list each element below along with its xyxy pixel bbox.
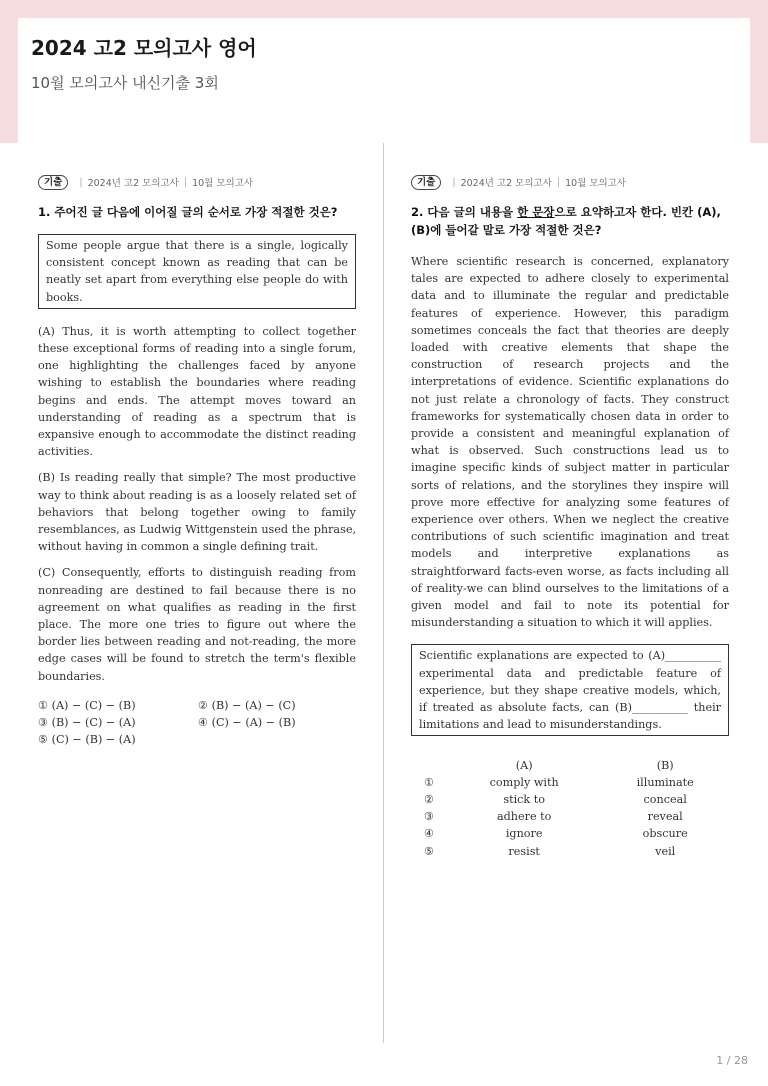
paragraph-c: (C) Consequently, efforts to distinguish reading from nonreading are destined to fail because there is no agreement on what qualifies as reading in the first place. The more one tries to figure out where the border lies between reading and not-reading, the more edge cases will be found to stretch the term's flexible boundaries.: [38, 566, 356, 683]
table-row[interactable]: [411, 791, 729, 808]
option-a: comply with: [489, 775, 559, 789]
option-a: ignore: [505, 827, 543, 841]
option-number: ④: [423, 827, 435, 841]
option-number: ⑤: [423, 844, 435, 858]
table-row[interactable]: [411, 774, 729, 791]
source-tag: 기출: [38, 175, 68, 190]
option-a: stick to: [503, 792, 545, 806]
choice-2[interactable]: ② (B) − (A) − (C): [198, 698, 296, 712]
passage-paragraphs: [38, 323, 356, 685]
paragraph-a: (A) Thus, it is worth attempting to collect together these exceptional forms of reading into a single forum, one highlighting the challenges faced by anyone wishing to establish the boundaries where reading begins and ends. The attempt moves toward an understanding of reading as a spectrum that is expansive enough to accommodate the distinct reading activities.: [38, 324, 356, 459]
title-part: 2. 다음 글의 내용을: [411, 205, 518, 219]
title-underlined: 한 문장: [517, 205, 555, 219]
document-title: 2024 고2 모의고사 영어: [31, 36, 257, 60]
table-row[interactable]: [411, 825, 729, 842]
page-number: 1 / 28: [716, 1054, 748, 1067]
option-number: ②: [423, 792, 435, 806]
table-row[interactable]: [411, 842, 729, 859]
option-b: veil: [655, 844, 676, 858]
choice-1[interactable]: ① (A) − (C) − (B): [38, 698, 136, 712]
divider: |: [183, 176, 188, 188]
option-number: ③: [423, 810, 435, 824]
question-1-title: 1. 주어진 글 다음에 이어질 글의 순서로 가장 적절한 것은?: [38, 205, 338, 219]
table-header: [411, 756, 729, 773]
source-year: 2024년 고2 모의고사: [460, 178, 552, 189]
option-b: reveal: [647, 810, 683, 824]
choice-3[interactable]: ③ (B) − (C) − (A): [38, 715, 136, 729]
header-b: (B): [656, 758, 674, 772]
option-a: resist: [508, 844, 540, 858]
option-b: obscure: [642, 827, 688, 841]
choice-4[interactable]: ④ (C) − (A) − (B): [198, 715, 296, 729]
table-row[interactable]: [411, 808, 729, 825]
source-year: 2024년 고2 모의고사: [87, 178, 179, 189]
column-divider: [383, 143, 384, 1043]
option-number: ①: [423, 775, 435, 789]
answer-choices: [38, 697, 356, 748]
answer-table: [411, 756, 729, 859]
option-a: adhere to: [496, 810, 552, 824]
divider: |: [79, 176, 83, 188]
summary-box: Scientific explanations are expected to (A)__________ experimental data and predictable feature of experience, but they shape creative models, which, if treated as absolute facts, can (B)__________ their limitations and lead to misunderstandings.: [411, 644, 729, 736]
title-part: 으로 요약하고자 한다. 빈칸 (A), (B)에 들어갈 말로 가장 적절한 것은?: [411, 205, 721, 237]
divider: |: [556, 176, 561, 188]
divider: |: [452, 176, 456, 188]
source-tag: 기출: [411, 175, 441, 190]
question-2-title: [411, 203, 729, 239]
question-1-source: [38, 174, 356, 190]
question-2-source: [411, 174, 729, 190]
source-month: 10월 모의고사: [192, 178, 254, 189]
given-passage: Some people argue that there is a single, logically consistent concept known as reading that can be neatly set apart from everything else people do with books.: [38, 234, 356, 309]
header-a: (A): [515, 758, 533, 772]
main-passage: Where scientific research is concerned, explanatory tales are expected to adhere closely to experimental data and to illuminate the regular and predictable features of experience. However, this paradigm sometimes conceals the fact that theories are deeply loaded with creative elements that shape the construction of research projects and the interpretations of evidence. Scientific explanations do not just relate a chronology of facts. They construct frameworks for systematically chosen data in order to provide a consistent and meaningful explanation of what is observed. Such constructions lead us to imagine specific kinds of subject matter in particular sorts of relations, and the storylines they inspire will prove more effective for analyzing some features of experience over others. When we neglect the creative contributions of such scientific imagination and treat models and interpretive explanations as straightforward facts-even worse, as facts including all of reality-we can blind ourselves to the limitations of a given model and fail to note its potential for misunderstanding a situation to which it will applies.: [411, 255, 729, 630]
question-1: [38, 174, 356, 748]
paragraph-b: (B) Is reading really that simple? The most productive way to think about reading is as a loosely related set of behaviors that belong together owing to family resemblances, as Ludwig Wittgenstein used the phrase, without having in common a single defining trait.: [38, 471, 356, 554]
choice-5[interactable]: ⑤ (C) − (B) − (A): [38, 732, 136, 746]
source-month: 10월 모의고사: [565, 178, 627, 189]
option-b: illuminate: [636, 775, 694, 789]
option-b: conceal: [643, 792, 687, 806]
document-subtitle: 10월 모의고사 내신기출 3회: [31, 74, 219, 92]
question-2: [411, 174, 729, 860]
